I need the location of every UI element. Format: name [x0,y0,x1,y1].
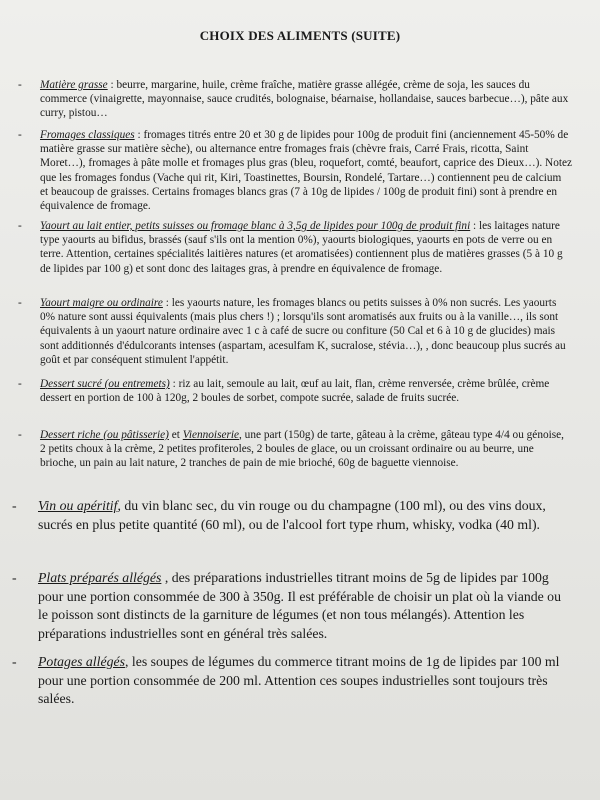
entry-plats-prepares [12,569,574,643]
entry-heading: Matière grasse [40,79,108,91]
entry-heading: Yaourt au lait entier, petits suisses ou fromage blanc à 3,5g de lipides pour 100g de produit fini [40,220,471,232]
bullet-dash: - [18,297,22,309]
entry-text: , les soupes de légumes du commerce titrant moins de 1g de lipides par 100 ml pour une portion consommée de 200 ml. Attention ces soupes industrielles sont toujours très salées. [38,654,560,706]
entry-heading-2: Viennoiserie [182,429,240,441]
entry-text: : les yaourts nature, les fromages blancs ou petits suisses à 0% non sucrés. Les yaourts 0% nature sont aussi équivalents (mais plus chers !) ; lorsqu'ils sont aromatisés aux fruits ou à la vanille…, ils sont équivalents à un yaourt nature ordinaire avec 1 c à café de sucre ou confiture (50 Cal et 6 à 10 g de glucides) mais sont additionnés d'édulcorants intenses (aspartam, acesulfam K, sucralose, stévia…), , donc beaucoup plus sucrés au goût et par conséquent stimulent l'appétit. [40,297,566,366]
bullet-dash: - [18,429,22,441]
entry-heading: Dessert sucré (ou entremets) [40,378,170,390]
bullet-dash: - [18,378,22,390]
entry-text: , du vin blanc sec, du vin rouge ou du champagne (100 ml), ou des vins doux, sucrés en plus petite quantité (60 ml), ou de l'alcool fort type rhum, whisky, vodka (40 ml). [38,498,546,532]
entry-text: : fromages titrés entre 20 et 30 g de lipides pour 100g de produit fini (anciennement 45-50% de matière grasse sur matière sèche), ou alternance entre fromages frais (chèvre frais, Carré Frais, ricotta, Saint Moret…), fromages à pâte molle et fromages plus gras (bleu, roquefort, comté, beaufort, caprice des Dieux…). Notez que les fromages fondus (Vache qui rit, Kiri, Toastinettes, Boursin, Rondelé, Tartare…) contiennent peu de calcium et beaucoup de graisses. Certains fromages blancs gras (7 à 10g de lipides / 100g de produit fini) sont à prendre en équivalence de fromage. [40,129,573,213]
entry-yaourt-maigre [18,296,572,367]
entry-text: , une part (150g) de tarte, gâteau à la crème, gâteau type 4/4 ou génoise, 2 petits choux à la crème, 2 petites profiteroles, 2 boules de glace, ou un croissant ordinaire ou au beurre, une brioche, un pain au lait nature, 2 tranches de pain de mie brioché, 60g de baguette viennoise. [40,429,564,470]
entry-text: : les laitages nature type yaourts au bifidus, brassés (sauf s'ils ont la mention 0%), yaourts biologiques, yaourts en pots de verre ou en terre. Attention, certaines spécialités laitières natures (et aromatisées) contiennent plus de matières grasses (5 à 10 g de lipides par 100 g) et sont donc des laitages gras, à prendre en équivalence de fromage. [40,220,563,275]
entry-text: : beurre, margarine, huile, crème fraîche, matière grasse allégée, crème de soja, les sauces du commerce (vinaigrette, mayonnaise, sauce crudités, bolognaise, béarnaise, hollandaise, sauces barbecue…), pâte aux curry, pistou… [40,79,569,120]
bullet-dash: - [18,220,22,232]
page-title: CHOIX DES ALIMENTS (SUITE) [199,28,401,43]
entry-heading: Vin ou apéritif [38,498,118,513]
entry-text: , des préparations industrielles titrant moins de 5g de lipides par 100g pour une portion consommée de 300 à 350g. Il est préférable de choisir un plat où la viande ou le poisson sont distincts de la garniture de légumes (et non tous mélangés). Attention les préparations industrielles sont en général très salées. [38,570,561,641]
entry-vin-aperitif [12,497,574,534]
entry-dessert-sucre [18,377,572,405]
entry-heading: Yaourt maigre ou ordinaire [40,297,163,309]
entry-potages-alleges [12,653,574,709]
entry-heading: Potages allégés [38,654,125,669]
bullet-dash: - [18,129,22,141]
entry-heading: Dessert riche (ou pâtisserie) [40,429,169,441]
bullet-dash: - [12,570,17,585]
entry-dessert-riche [18,428,572,471]
entry-text-joiner: et [168,429,183,441]
entry-heading: Fromages classiques [40,129,135,141]
entry-text: : riz au lait, semoule au lait, œuf au lait, flan, crème renversée, crème brûlée, crème dessert en portion de 100 à 120g, 2 boules de sorbet, compote sucrée, salade de fruits sucrée. [40,378,550,405]
entry-matiere-grasse [18,78,572,121]
entry-fromages-classiques [18,128,573,213]
entry-yaourt-lait-entier [18,219,572,276]
entry-heading: Plats préparés allégés [38,570,162,585]
bullet-dash: - [18,79,22,91]
bullet-dash: - [12,654,17,669]
bullet-dash: - [12,498,17,513]
